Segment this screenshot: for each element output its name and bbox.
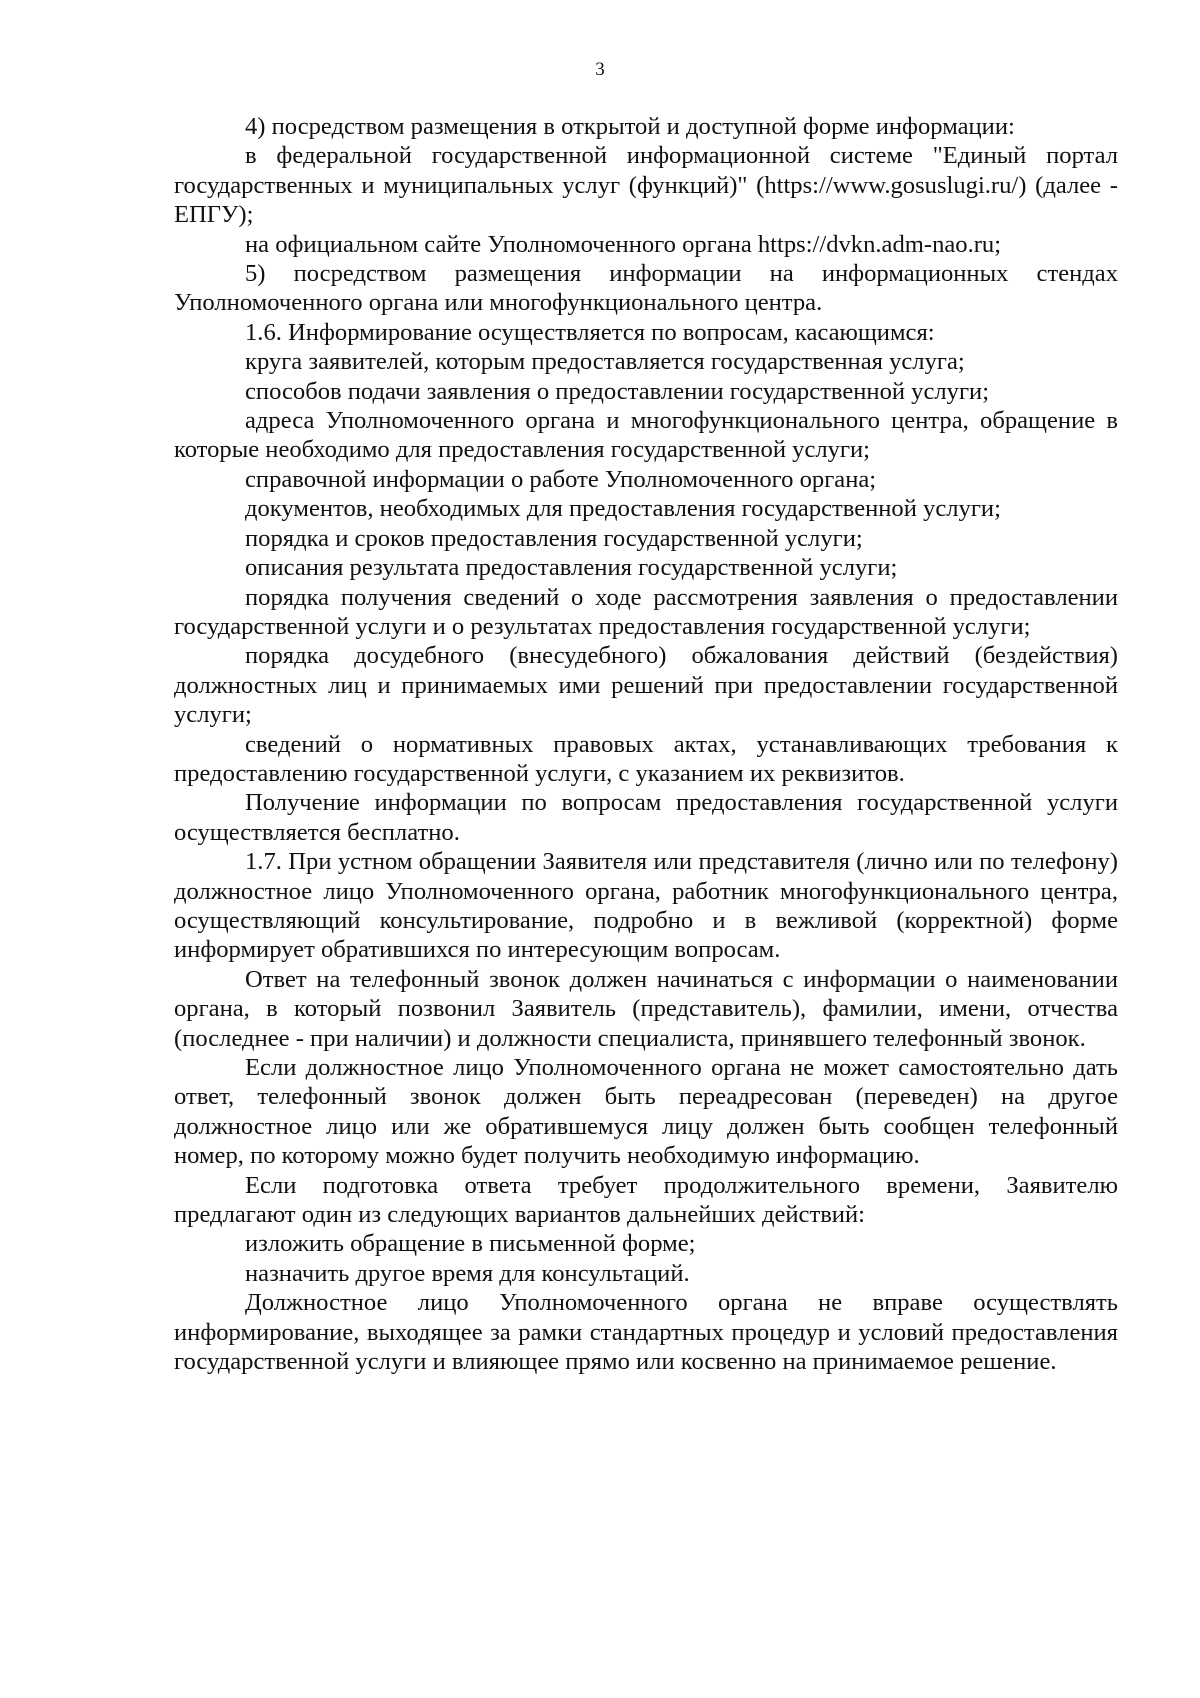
paragraph: на официальном сайте Уполномоченного органа https://dvkn.adm-nao.ru; [245, 230, 1002, 258]
paragraph: изложить обращение в письменной форме; [245, 1230, 696, 1258]
paragraph: адреса Уполномоченного органа и многофункционального центра, обращение в которые необходимо для предоставления государственной услуги; [174, 407, 1118, 464]
paragraph: 4) посредством размещения в открытой и доступной форме информации: [245, 113, 1015, 140]
paragraph: 1.7. При устном обращении Заявителя или представителя (лично или по телефону) должностное лицо Уполномоченного органа, работник многофункционального центра, осуществляющий консультирование, подробно и в вежливой (корректной) форме информирует обратившихся по интересующим вопросам. [174, 848, 1118, 964]
paragraph: порядка досудебного (внесудебного) обжалования действий (бездействия) должностных лиц и принимаемых ими решений при предоставлении государственной услуги; [174, 642, 1118, 729]
paragraph: способов подачи заявления о предоставлении государственной услуги; [245, 377, 990, 405]
paragraph: 1.6. Информирование осуществляется по вопросам, касающимся: [245, 318, 935, 346]
paragraph: документов, необходимых для предоставления государственной услуги; [245, 495, 1001, 523]
paragraph: справочной информации о работе Уполномоченного органа; [245, 465, 877, 493]
paragraph: 5) посредством размещения информации на информационных стендах Уполномоченного органа или многофункционального центра. [174, 260, 1118, 317]
paragraph: описания результата предоставления государственной услуги; [245, 554, 898, 582]
paragraph: круга заявителей, которым предоставляется государственная услуга; [245, 348, 965, 376]
paragraph: Если подготовка ответа требует продолжительного времени, Заявителю предлагают один из следующих вариантов дальнейших действий: [174, 1171, 1118, 1229]
paragraph: Если должностное лицо Уполномоченного органа не может самостоятельно дать ответ, телефонный звонок должен быть переадресован (переведен) на другое должностное лицо или же обратившемуся лицу должен быть сообщен телефонный номер, по которому можно будет получить необходимую информацию. [174, 1054, 1118, 1170]
paragraph: сведений о нормативных правовых актах, устанавливающих требования к предоставлению государственной услуги, с указанием их реквизитов. [174, 730, 1118, 787]
paragraph: в федеральной государственной информационной системе "Единый портал государственных и муниципальных услуг (функций)" (https://www.gosuslugi.ru/) (далее - ЕПГУ); [174, 142, 1118, 229]
page-number: 3 [595, 59, 605, 80]
document-body [174, 112, 1118, 1376]
paragraph: назначить другое время для консультаций. [245, 1259, 690, 1287]
paragraph: Ответ на телефонный звонок должен начинаться с информации о наименовании органа, в который позвонил Заявитель (представитель), фамилии, имени, отчества (последнее - при наличии) и должности специалиста, принявшего телефонный звонок. [174, 965, 1118, 1052]
paragraph: Должностное лицо Уполномоченного органа не вправе осуществлять информирование, выходящее за рамки стандартных процедур и условий предоставления государственной услуги и влияющее прямо или косвенно на принимаемое решение. [174, 1289, 1118, 1376]
paragraph: Получение информации по вопросам предоставления государственной услуги осуществляется бесплатно. [174, 789, 1118, 846]
paragraph: порядка и сроков предоставления государственной услуги; [245, 524, 863, 552]
paragraph: порядка получения сведений о ходе рассмотрения заявления о предоставлении государственной услуги и о результатах предоставления государственной услуги; [174, 583, 1118, 640]
